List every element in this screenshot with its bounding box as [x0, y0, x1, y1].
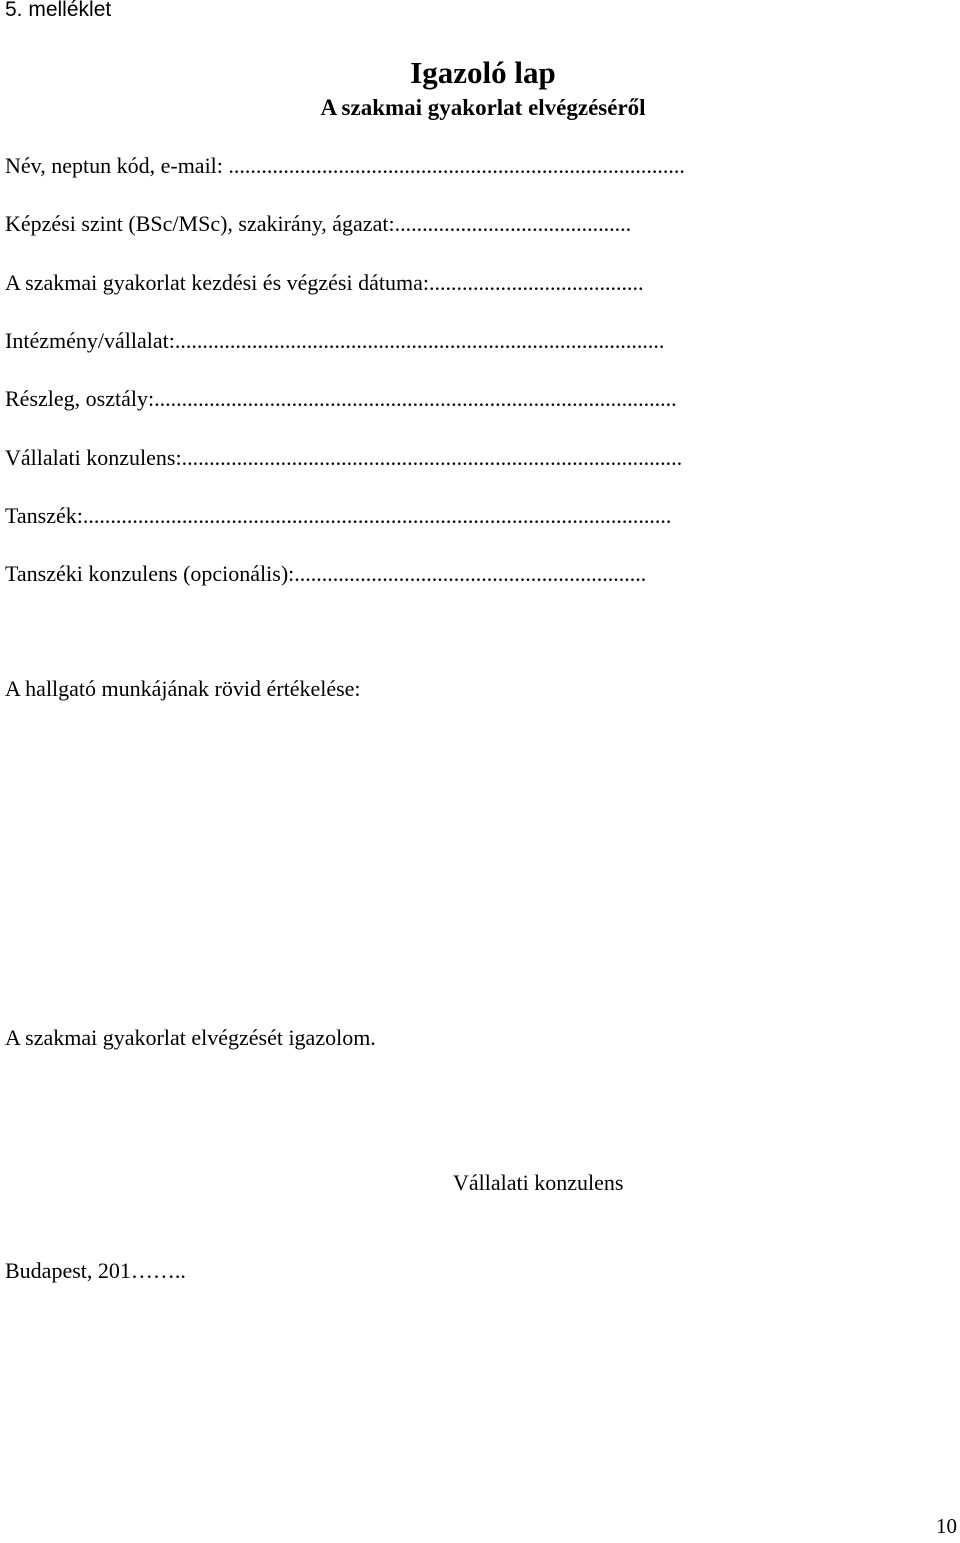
field-department-supervisor — [5, 561, 646, 587]
place-date: Budapest, 201…….. — [5, 1258, 186, 1283]
fill-in-dots: ................................................................................... — [222, 153, 685, 178]
field-training-level — [5, 211, 631, 237]
signature-label: Vállalati konzulens — [453, 1170, 624, 1195]
field-label: Részleg, osztály: — [5, 386, 155, 411]
page-number: 10 — [936, 1514, 957, 1538]
field-institution-company — [5, 328, 664, 354]
field-label: Intézmény/vállalat: — [5, 328, 175, 353]
fill-in-dots: ....................................... — [428, 270, 644, 295]
fill-in-dots: ........................................... — [394, 211, 632, 236]
annex-label: 5. melléklet — [5, 0, 112, 21]
field-label: Tanszéki konzulens (opcionális): — [5, 561, 295, 586]
field-label: Név, neptun kód, e-mail: — [5, 153, 223, 178]
fill-in-dots: ........................................................................................... — [181, 445, 683, 470]
field-label: Képzési szint (BSc/MSc), szakirány, ágazat: — [5, 211, 395, 236]
field-label: Tanszék: — [5, 503, 83, 528]
evaluation-label: A hallgató munkájának rövid értékelése: — [5, 676, 361, 701]
field-department-division — [5, 386, 677, 412]
fill-in-dots: ................................................................ — [294, 561, 647, 586]
certification-statement: A szakmai gyakorlat elvégzését igazolom. — [5, 1025, 376, 1050]
field-label: Vállalati konzulens: — [5, 445, 182, 470]
field-label: A szakmai gyakorlat kezdési és végzési dátuma: — [5, 270, 429, 295]
field-company-supervisor — [5, 445, 682, 471]
document-subtitle: A szakmai gyakorlat elvégzéséről — [320, 95, 646, 120]
field-university-department — [5, 503, 671, 529]
field-name-neptun-email — [5, 153, 685, 179]
fill-in-dots: ......................................................................................... — [174, 328, 665, 353]
fill-in-dots: ............................................................................................... — [154, 386, 677, 411]
document-title: Igazoló lap — [410, 55, 556, 90]
fill-in-dots: ........................................................................................................... — [82, 503, 672, 528]
field-internship-dates — [5, 270, 643, 296]
